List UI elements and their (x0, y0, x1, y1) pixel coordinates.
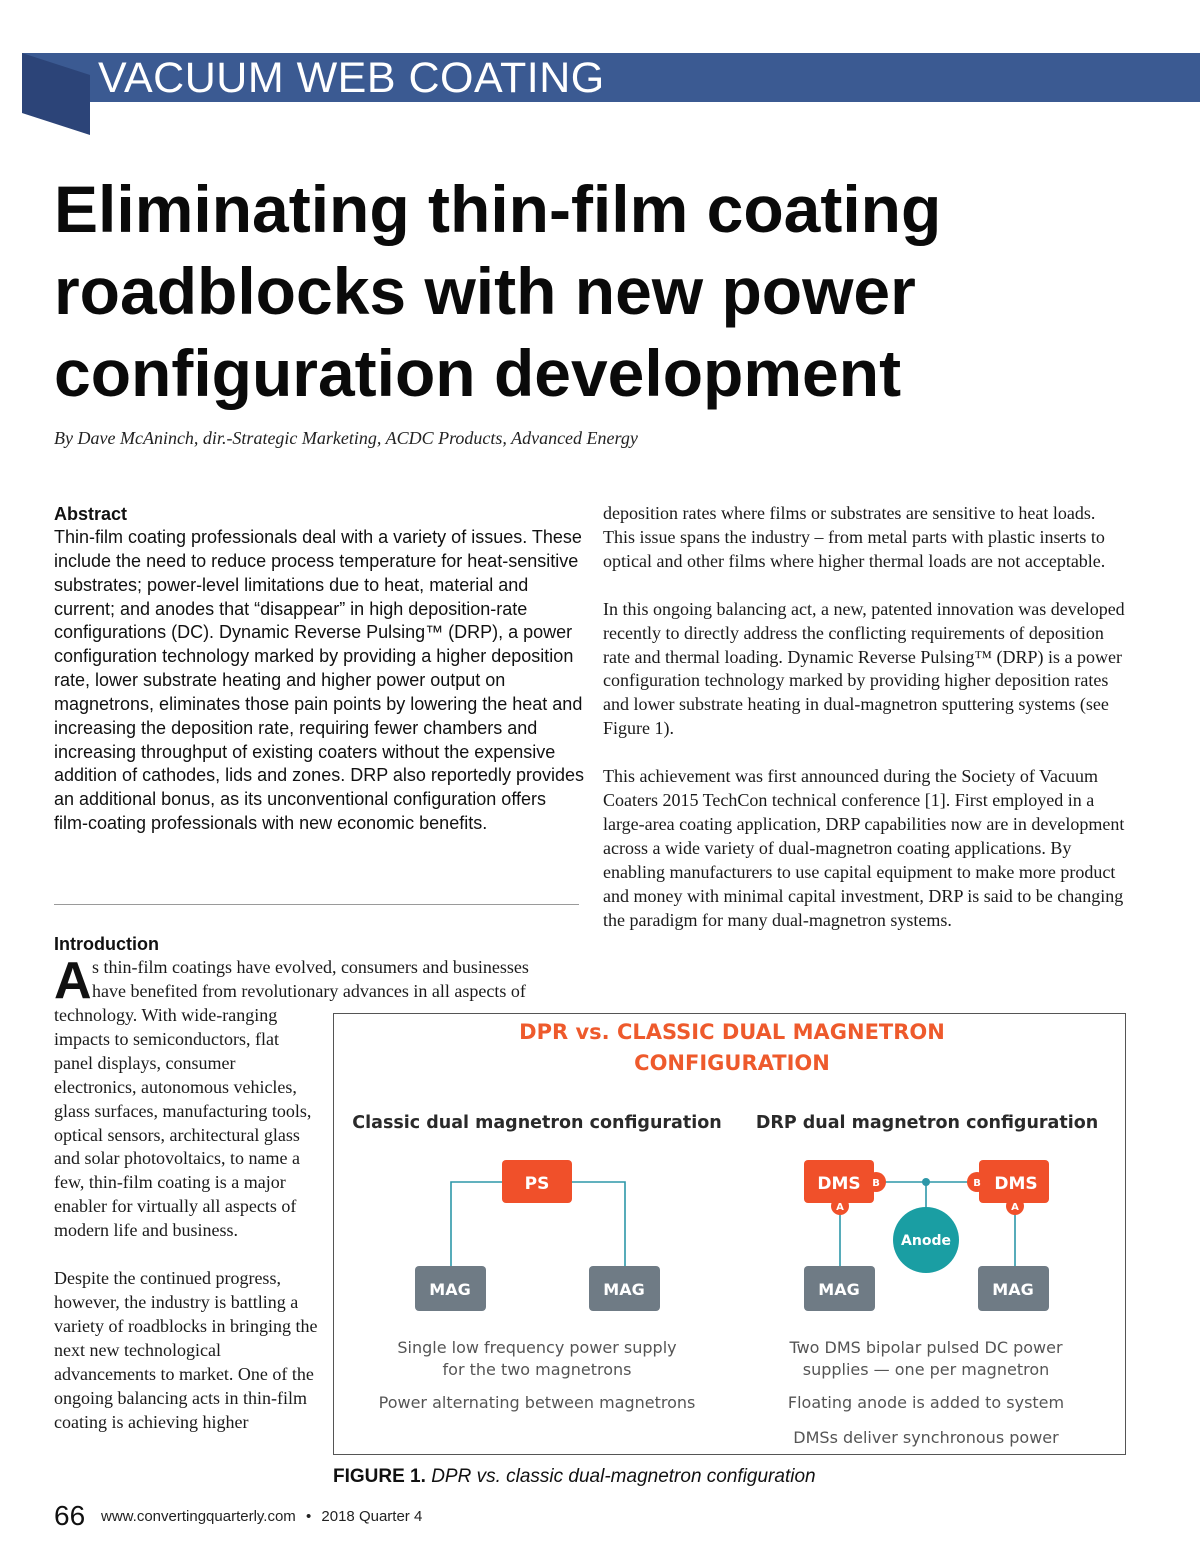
dms-right-b-label: B (973, 1178, 981, 1189)
anode-label: Anode (901, 1233, 951, 1249)
section-band-tab (22, 53, 90, 135)
classic-note-1a: Single low frequency power supply (397, 1338, 677, 1357)
intro-line-1: s thin-film coatings have evolved, consumers and businesses (92, 957, 529, 977)
dms-left-a-label: A (836, 1202, 844, 1213)
abstract-body: Thin-film coating professionals deal with a variety of issues. These include the need to reduce process temperature for heat-sensitive substrates; power-level limitations due to heat, material and current; and anodes that “disappear” in high deposition-rate configurations (DC). Dynamic Reverse Pulsing™ (DRP), a power configuration technology marked by providing a higher deposition rate, lower substrate heating and higher power output on magnetrons, eliminates those pain points by lowering the heat and increasing the deposition rate, requiring fewer chambers and increasing throughput of existing coaters without the expensive addition of cathodes, lids and zones. DRP also reportedly provides an additional bonus, as its unconventional configuration offers film-coating professionals with new economic benefits. (54, 527, 584, 834)
classic-mag-right-label: MAG (603, 1280, 645, 1299)
intro-opening (54, 952, 584, 1010)
dms-right-a-label: A (1011, 1202, 1019, 1213)
intro-line-2: have benefited from revolutionary advances in all aspects of (92, 980, 526, 1001)
figure-caption (333, 1466, 816, 1488)
footer-separator: • (305, 1508, 312, 1525)
introduction-section (54, 932, 584, 1010)
headline: Eliminating thin-film coating roadblocks with new power configuration development (54, 172, 942, 410)
byline: By Dave McAninch, dir.-Strategic Marketing, ACDC Products, Advanced Energy (54, 428, 638, 448)
abstract-heading: Abstract (54, 504, 128, 524)
abstract-section (54, 502, 584, 836)
junction-dot (922, 1178, 930, 1186)
classic-mag-left-label: MAG (429, 1280, 471, 1299)
ps-label: PS (524, 1174, 550, 1194)
drop-cap: A (54, 952, 92, 1010)
intro-paragraph-2: Despite the continued progress, however, the industry is battling a variety of roadblocks in bringing the next new technological advancements to market. One of the ongoing balancing acts in thin-film coating is achieving higher (54, 1268, 318, 1432)
right-paragraph-3: This achievement was first announced during the Society of Vacuum Coaters 2015 TechCon technical conference [1]. First employed in a large-area coating application, DRP capabilities now are in development across a wide variety of dual-magnetron coating applications. By enabling manufacturers to use capital equipment to make more product and money with minimal capital investment, DRP is said to be changing the paradigm for many dual-magnetron systems. (603, 766, 1125, 930)
figure-diagram (334, 1014, 1124, 1453)
classic-note-2: Power alternating between magnetrons (378, 1393, 696, 1412)
dms-left-label: DMS (817, 1174, 861, 1194)
footer-issue: 2018 Quarter 4 (321, 1508, 423, 1525)
drp-note-2: Floating anode is added to system (787, 1393, 1065, 1412)
intro-paragraph-1: technology. With wide-ranging impacts to semiconductors, flat panel displays, consumer electronics, autonomous vehicles, glass surfaces, manufacturing tools, optical sensors, architectural glass and solar photovoltaics, to name a few, thin-film coating is a major enabler for virtually all aspects of modern life and business. (54, 1005, 312, 1241)
classic-note-1b: for the two magnetrons (442, 1360, 632, 1379)
drp-mag-right-label: MAG (992, 1280, 1034, 1299)
figure-title-line-1: DPR vs. CLASSIC DUAL MAGNETRON (519, 1020, 945, 1044)
drp-note-1a: Two DMS bipolar pulsed DC power (789, 1338, 1063, 1357)
drp-heading: DRP dual magnetron configuration (755, 1113, 1099, 1133)
figure-title-line-2: CONFIGURATION (634, 1051, 830, 1075)
figure-caption-text: DPR vs. classic dual-magnetron configuration (431, 1466, 816, 1487)
page-number: 66 (54, 1500, 86, 1531)
footer-info (101, 1508, 422, 1525)
introduction-heading: Introduction (54, 934, 159, 954)
right-column (603, 502, 1128, 957)
right-paragraph-1: deposition rates where films or substrates are sensitive to heat loads. This issue spans the industry – from metal parts with plastic inserts to optical and other films where higher thermal loads are not acceptable. (603, 503, 1106, 571)
classic-heading: Classic dual magnetron configuration (352, 1113, 722, 1133)
drp-note-1b: supplies — one per magnetron (802, 1360, 1050, 1379)
footer-site: www.convertingquarterly.com (101, 1508, 296, 1525)
figure-1 (333, 1013, 1126, 1455)
section-divider (54, 904, 579, 905)
dms-right-label: DMS (994, 1174, 1038, 1194)
figure-caption-label: FIGURE 1. (333, 1466, 426, 1487)
drp-mag-left-label: MAG (818, 1280, 860, 1299)
intro-narrow-column (54, 1004, 322, 1434)
section-title: VACUUM WEB COATING (98, 54, 605, 102)
drp-note-3: DMSs deliver synchronous power (793, 1428, 1059, 1447)
dms-left-b-label: B (872, 1178, 880, 1189)
right-paragraph-2: In this ongoing balancing act, a new, patented innovation was developed recently to directly address the conflicting requirements of deposition rate and thermal loading. Dynamic Reverse Pulsing™ (DRP) is a power configuration technology marked by providing higher deposition rates and lower substrate heating in dual-magnetron sputtering systems (see Figure 1). (603, 598, 1125, 739)
